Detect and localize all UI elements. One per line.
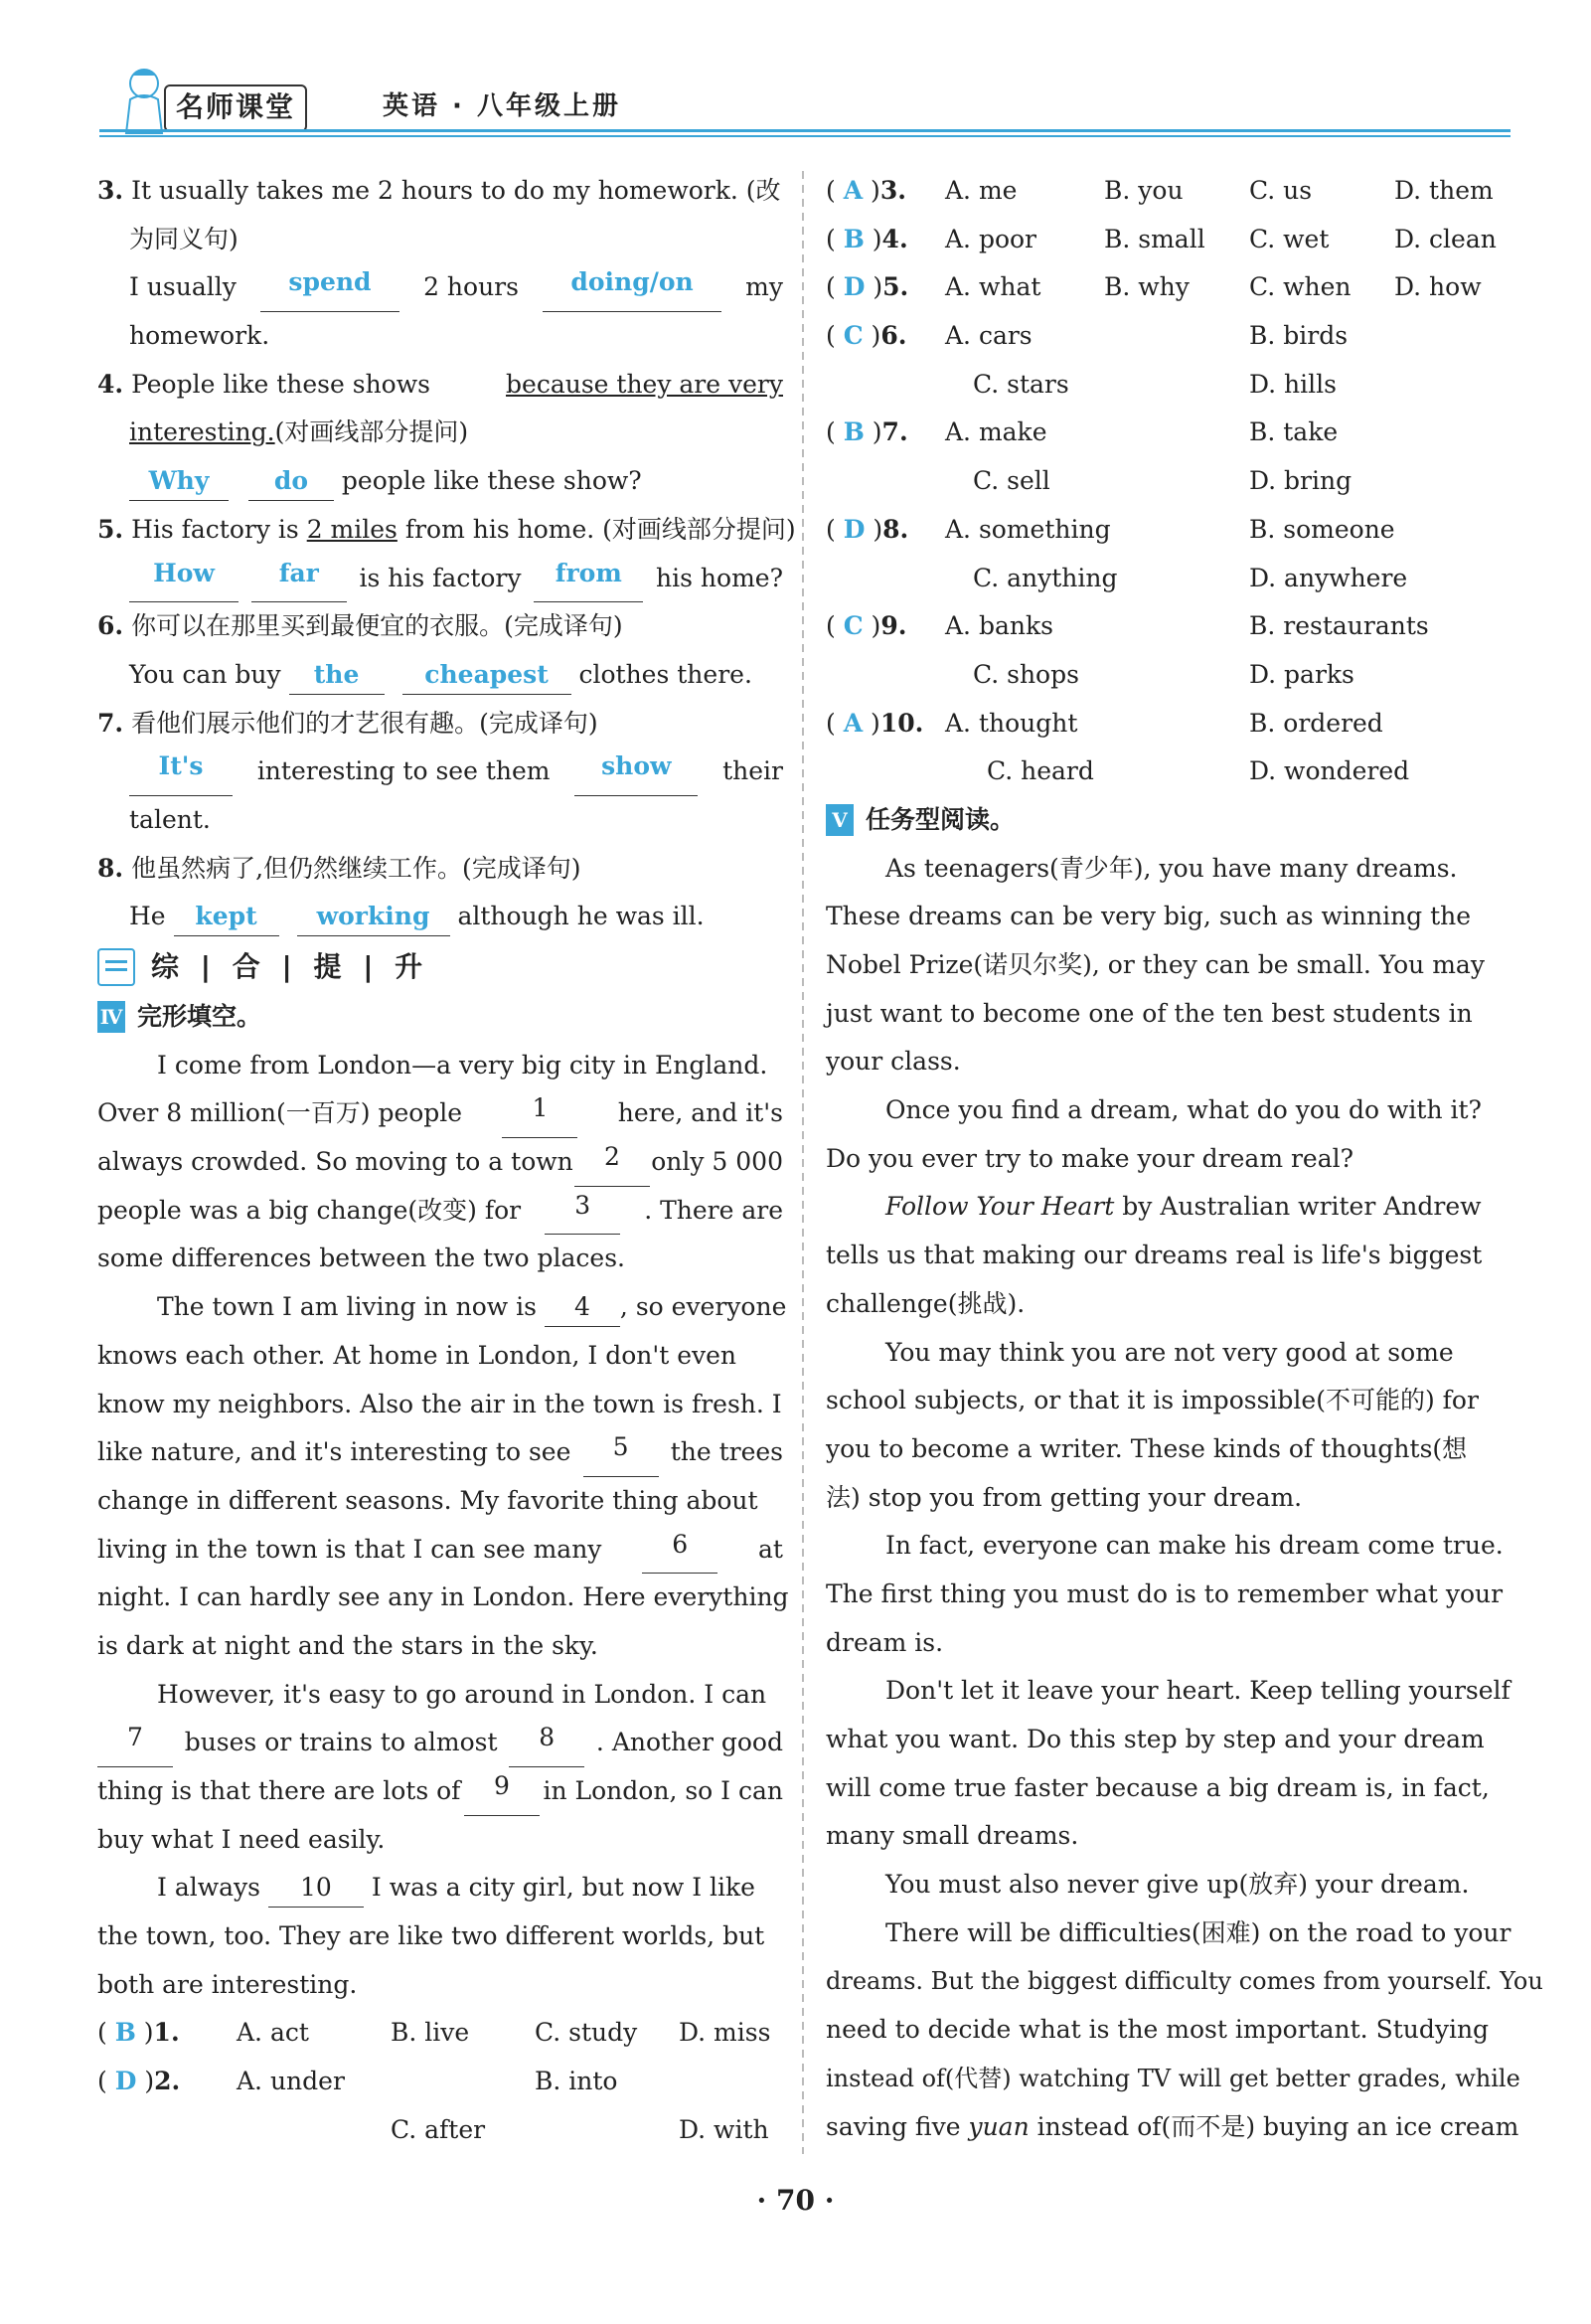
- q7-line3: talent.: [129, 804, 211, 834]
- passage-line: is dark at night and the stars in the sky.: [97, 1630, 598, 1660]
- passage-line: both are interesting.: [97, 1969, 358, 1999]
- q8-line1: 8. 他虽然病了,但仍然继续工作。(完成译句): [97, 853, 581, 883]
- book-title: Follow Your Heart: [885, 1192, 1115, 1222]
- q7-line1: 7. 看他们展示他们的才艺很有趣。(完成译句): [97, 708, 598, 738]
- passage-line: However, it's easy to go around in London. I can: [157, 1679, 767, 1709]
- q6-line2: You can buy the cheapest clothes there.: [97, 651, 783, 700]
- q5-line1: 5. His factory is 2 miles from his home. (对画线部分提问): [97, 514, 796, 544]
- cloze-blank: 5: [583, 1428, 659, 1477]
- reading-line: need to decide what is the most important. Studying: [826, 2015, 1490, 2045]
- answer-blank: from: [534, 555, 643, 603]
- book-subject: 英语 · 八年级上册: [383, 91, 621, 121]
- passage-line: like nature, and it's interesting to see 5 the trees: [97, 1428, 783, 1477]
- answer-blank: spend: [260, 263, 399, 312]
- option-row: C. anything D. anywhere: [973, 563, 1408, 592]
- reading-line: In fact, everyone can make his dream come true.: [885, 1531, 1504, 1561]
- cloze-blank: 2: [574, 1138, 650, 1187]
- answer-blank: the: [289, 656, 385, 695]
- passage-line: change in different seasons. My favorite thing about: [97, 1485, 758, 1515]
- passage-line: some differences between the two places.: [97, 1244, 625, 1273]
- reading-line: You may think you are not very good at some: [885, 1337, 1454, 1367]
- answer-blank: cheapest: [402, 656, 571, 695]
- passage-line: 7 buses or trains to almost 8 . Another good: [97, 1719, 783, 1767]
- answer-blank: How: [129, 555, 239, 603]
- cloze-blank: 10: [268, 1869, 364, 1908]
- header-rule-thin: [99, 135, 1511, 137]
- passage-line: always crowded. So moving to a town 2 only 5 000: [97, 1138, 783, 1187]
- reading-line: tells us that making our dreams real is life's biggest: [826, 1241, 1483, 1270]
- reading-line: These dreams can be very big, such as winning the: [826, 902, 1472, 931]
- passage-line: night. I can hardly see any in London. Here everything: [97, 1582, 789, 1612]
- answer-blank: It's: [129, 747, 233, 796]
- q8-line2: He kept working although he was ill.: [97, 893, 783, 941]
- answer-blank: working: [297, 898, 450, 936]
- cloze-blank: 6: [642, 1526, 717, 1575]
- reading-line: just want to become one of the ten best students in: [826, 998, 1473, 1028]
- page-number: · 70 ·: [756, 2184, 835, 2217]
- reading-line: you to become a writer. These kinds of thoughts(想: [826, 1433, 1468, 1463]
- reading-line: dream is.: [826, 1627, 944, 1657]
- reading-line: your class.: [826, 1047, 961, 1077]
- reading-line: Don't let it leave your heart. Keep telling yourself: [885, 1676, 1511, 1706]
- cloze-blank: 9: [464, 1767, 540, 1816]
- q7-line2: It's interesting to see them show their: [97, 747, 783, 796]
- q3-line1: 3. It usually takes me 2 hours to do my homework. (改: [97, 176, 781, 205]
- right-column: [826, 167, 1543, 2151]
- page-header: [94, 52, 1511, 141]
- column-divider: [802, 171, 804, 2154]
- option-row: ( B )1. A. act B. live C. study D. miss: [97, 2018, 771, 2048]
- option-row: ( D )2. A. under B. into: [97, 2067, 618, 2096]
- answer-blank: doing/on: [543, 263, 721, 312]
- brand-logo: 名师课堂: [164, 84, 307, 132]
- passage-line: The town I am living in now is 4 , so everyone: [97, 1283, 783, 1332]
- cloze-passage: [97, 1042, 789, 2010]
- reading-line: Follow Your Heart by Australian writer Andrew: [885, 1192, 1482, 1222]
- cloze-blank: 1: [502, 1089, 577, 1138]
- reading-line: Nobel Prize(诺贝尔奖), or they can be small. You may: [826, 950, 1485, 979]
- option-row: ( B )7. A. make B. take: [826, 417, 1339, 447]
- option-row: ( A )10. A. thought B. ordered: [826, 708, 1383, 738]
- header-rule: [99, 129, 1511, 132]
- option-row: C. heard D. wondered: [987, 756, 1410, 786]
- q6-line1: 6. 你可以在那里买到最便宜的衣服。(完成译句): [97, 611, 623, 641]
- cloze-blank: 4: [545, 1288, 620, 1327]
- reading-line: challenge(挑战).: [826, 1288, 1026, 1318]
- reading-line: many small dreams.: [826, 1821, 1079, 1851]
- reading-line: dreams. But the biggest difficulty comes from yourself. You: [826, 1967, 1543, 1996]
- option-row: C. after D. with: [391, 2114, 769, 2144]
- q4-line3: Why do people like these show?: [97, 457, 783, 506]
- reading-line: saving five yuan instead of(而不是) buying an ice cream: [826, 2111, 1519, 2141]
- reading-line: school subjects, or that it is impossible(不可能的) for: [826, 1386, 1479, 1415]
- cloze-blank: 8: [509, 1719, 584, 1767]
- q3-line3: I usually spend 2 hours doing/on my: [97, 263, 783, 312]
- q5-line2: How far is his factory from his home?: [97, 555, 783, 603]
- answer-blank: do: [248, 462, 334, 501]
- option-row: ( C )9. A. banks B. restaurants: [826, 611, 1429, 641]
- left-column: [97, 167, 796, 2155]
- q4-line1: 4. People like these shows because they are very: [97, 369, 783, 399]
- option-row: C. sell D. bring: [973, 466, 1352, 496]
- passage-line: people was a big change(改变) for 3 . There are: [97, 1187, 783, 1236]
- passage-line: thing is that there are lots of 9 in London, so I can: [97, 1767, 783, 1816]
- answer-blank: kept: [174, 898, 279, 936]
- reading-line: As teenagers(青少年), you have many dreams.: [885, 853, 1458, 883]
- passage-line: knows each other. At home in London, I don't even: [97, 1340, 737, 1370]
- option-row: ( B )4. A. poor B. small C. wet D. clean: [826, 224, 1497, 253]
- passage-line: I come from London—a very big city in England.: [157, 1050, 768, 1079]
- reading-line: 法) stop you from getting your dream.: [826, 1482, 1303, 1512]
- reading-line: Do you ever try to make your dream real?: [826, 1143, 1354, 1173]
- reading-passage: [826, 845, 1543, 2152]
- option-row: ( D )8. A. something B. someone: [826, 514, 1395, 544]
- passage-line: I always 10 I was a city girl, but now I like: [97, 1864, 783, 1912]
- option-row: ( C )6. A. cars B. birds: [826, 321, 1349, 351]
- answer-blank: Why: [129, 462, 229, 501]
- passage-line: buy what I need easily.: [97, 1824, 386, 1854]
- passage-line: Over 8 million(一百万) people 1 here, and it's: [97, 1089, 783, 1138]
- passage-line: know my neighbors. Also the air in the town is fresh. I: [97, 1389, 782, 1418]
- answer-blank: show: [574, 747, 698, 796]
- part4-heading: Ⅳ 完形填空。: [97, 993, 783, 1042]
- option-row: ( A )3. A. me B. you C. us D. them: [826, 176, 1494, 205]
- q3-line4: homework.: [129, 321, 270, 351]
- cloze-blank: 3: [545, 1187, 620, 1236]
- q4-line2: interesting.(对画线部分提问): [129, 417, 469, 447]
- reading-line: You must also never give up(放弃) your dream.: [885, 1870, 1470, 1900]
- cloze-blank: 7: [97, 1719, 173, 1767]
- notebook-icon: [97, 948, 135, 986]
- option-row: ( D )5. A. what B. why C. when D. how: [826, 272, 1482, 302]
- part5-heading: Ⅴ 任务型阅读。: [826, 796, 1510, 845]
- answer-blank: far: [251, 555, 347, 603]
- passage-line: living in the town is that I can see many 6 at: [97, 1526, 783, 1575]
- reading-line: what you want. Do this step by step and your dream: [826, 1725, 1485, 1753]
- option-row: C. stars D. hills: [973, 369, 1337, 399]
- reading-line: will come true faster because a big dream is, in fact,: [826, 1772, 1490, 1802]
- reading-line: The first thing you must do is to remember what your: [826, 1578, 1504, 1608]
- option-row: C. shops D. parks: [973, 659, 1354, 689]
- passage-line: the town, too. They are like two different worlds, but: [97, 1921, 765, 1951]
- reading-line: instead of(代替) watching TV will get better grades, while: [826, 2064, 1520, 2092]
- q3-line2: 为同义句): [129, 224, 239, 253]
- reading-line: Once you find a dream, what do you do with it?: [885, 1095, 1482, 1125]
- reading-line: There will be difficulties(困难) on the road to your: [885, 1917, 1511, 1947]
- section-heading: 综 | 合 | 提 | 升: [97, 941, 783, 993]
